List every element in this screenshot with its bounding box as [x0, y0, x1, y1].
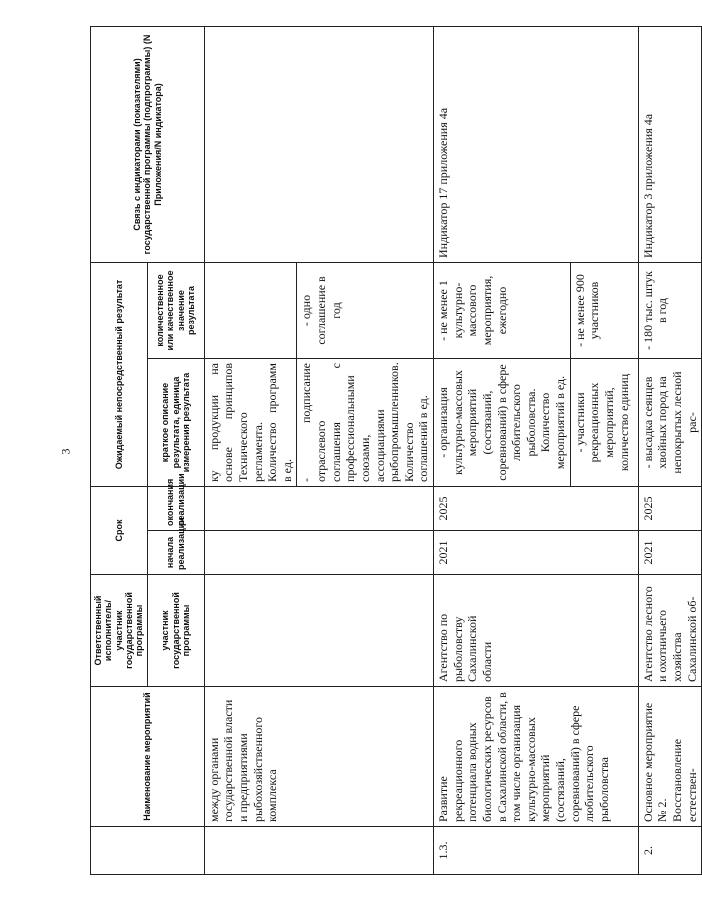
- result-value: [204, 262, 297, 358]
- header-result-desc: краткое описание результата, единица измерения результата: [147, 359, 204, 487]
- row-start: 2021: [638, 531, 702, 575]
- result-value: - не менее 900 участников: [570, 262, 638, 358]
- row-exec: [204, 575, 433, 687]
- header-num: [91, 827, 205, 875]
- header-term: Срок: [91, 487, 148, 575]
- result-desc: - высадка сеянцев хвойных пород на непокрытых лесной рас-: [638, 359, 702, 487]
- row-name: между органами государственной власти и предприятиями рыбохозяйственного комплекса: [204, 687, 433, 827]
- row-number: [204, 827, 433, 875]
- result-value: - не менее 1 культурно-массового мероприятия, ежегодно: [434, 262, 571, 358]
- row-exec: Агентство лесного и охотничьего хозяйства Сахалинской об-: [638, 575, 702, 687]
- rotated-page: [90, 27, 699, 875]
- page-number: 3: [58, 448, 73, 455]
- result-desc: ку продукции на основе принципов Технического регламента. Количество программ в ед.: [204, 359, 297, 487]
- result-desc: - участники рекреационных мероприятий, количество единиц: [570, 359, 638, 487]
- header-name: Наименование мероприятий: [91, 687, 205, 827]
- header-exec-group: Ответственный исполнитель/ участник государственной программы: [91, 575, 148, 687]
- row-name-line: Восстановление естествен-: [669, 738, 699, 822]
- result-value: - одно соглашение в год: [297, 262, 434, 358]
- row-link: [204, 26, 433, 262]
- row-end: 2025: [638, 487, 702, 531]
- result-desc: - подписание отраслевого соглашения с профессиональными союзами, ассоциациями рыбопромышленников. Количество соглашений в ед.: [297, 359, 434, 487]
- row-start: [204, 531, 433, 575]
- row-end: [204, 487, 433, 531]
- table-row: [204, 26, 297, 874]
- table-row: [638, 26, 702, 874]
- header-link: Связь с индикаторами (показателями) государственной программы (подпрограммы) (N Приложения/N индикатора): [91, 26, 205, 262]
- row-number: 2.: [638, 827, 702, 875]
- row-name: [638, 687, 702, 827]
- header-result-value: количественное или качественное значение результата: [147, 262, 204, 358]
- row-exec: Агентство по рыболовству Сахалинской области: [434, 575, 639, 687]
- header-result: Ожидаемый непосредственный результат: [91, 262, 148, 486]
- header-exec: участник государственной программы: [147, 575, 204, 687]
- row-link: Индикатор 17 приложения 4а: [434, 26, 639, 262]
- row-name-line: Основное мероприятие: [640, 702, 655, 822]
- row-number: 1.3.: [434, 827, 639, 875]
- row-link: Индикатор 3 приложения 4а: [638, 26, 702, 262]
- row-end: 2025: [434, 487, 639, 531]
- result-desc: - организация культурно-массовых мероприятий (состязаний, соревнований) в сфере любительского рыболовства. Количество мероприятий в ед.: [434, 359, 571, 487]
- header-row-top: [91, 26, 148, 874]
- header-end: окончания реализации: [147, 487, 204, 531]
- header-start: начала реализации: [147, 531, 204, 575]
- table-row: [434, 26, 571, 874]
- row-name-line: № 2.: [655, 798, 670, 822]
- row-start: 2021: [434, 531, 639, 575]
- activities-table: [90, 26, 702, 875]
- row-name: Развитие рекреационного потенциала водных биологических ресурсов в Сахалинской области, в том числе организация культурно-массовых мероприятий (состязаний, соревнований) в сфере любительского рыболовства: [434, 687, 639, 827]
- result-value: - 180 тыс. штук в год: [638, 262, 702, 358]
